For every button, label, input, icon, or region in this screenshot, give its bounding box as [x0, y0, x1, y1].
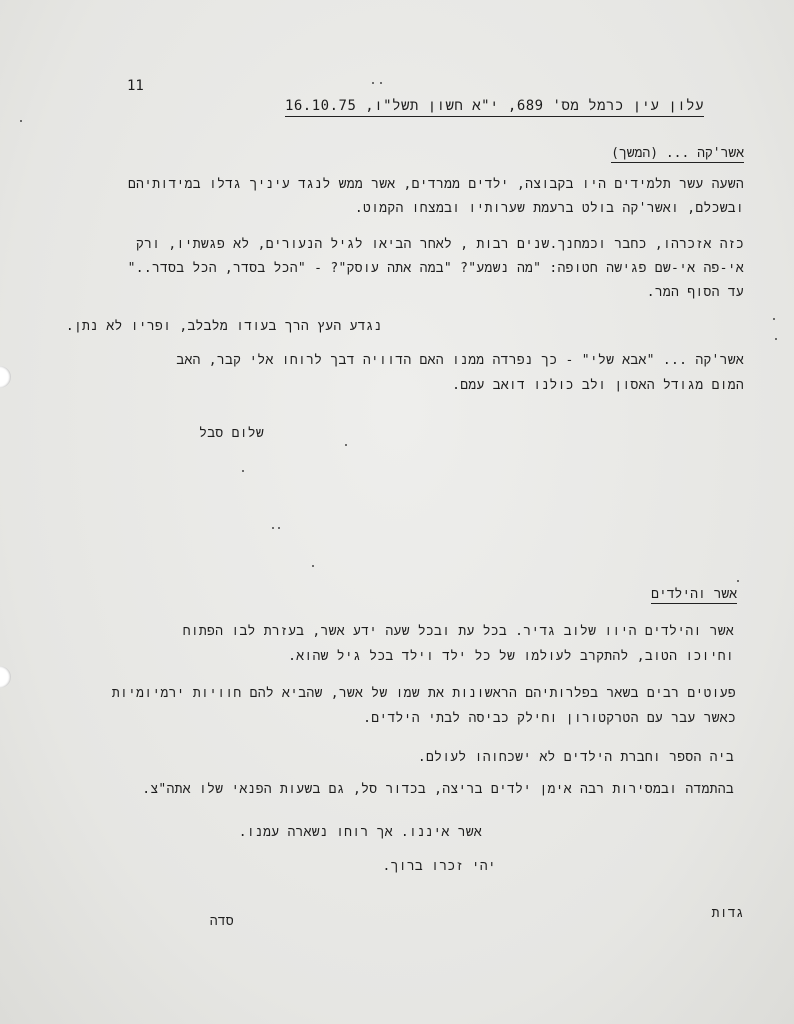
section-title: אשר'קה ... (המשך)	[611, 146, 744, 161]
paragraph-line: כאשר עבר עם הטרקטורון וחילק כביסה לבתי הילדים.	[363, 711, 736, 726]
paper-speck	[312, 565, 314, 567]
paragraph-line: אי-פה אי-שם פגישה חטופה: "מה נשמע"? "במה אתה עוסק"? - "הכל בסדר, הכל בסדר.."	[127, 261, 744, 276]
paper-speck	[20, 120, 22, 122]
paragraph-line: נגדע העץ הרך בעודו מלבלב, ופריו לא נתן.	[65, 319, 382, 334]
paragraph-line: יהי זכרו ברוך.	[382, 859, 496, 874]
paragraph-line: אשר'קה ... "אבא שלי" - כך נפרדה ממנו האם הדוויה דבך לרוחו אלי קבר, האב	[176, 353, 744, 368]
paper-speck	[775, 338, 777, 340]
paper-speck	[737, 580, 739, 582]
paragraph-line: המום מגודל האסון ולב כולנו דואב עמם.	[452, 378, 744, 393]
paragraph-line: אשר איננו. אך רוחו נשארה עמנו.	[238, 825, 482, 840]
signature-location: גדות	[711, 906, 744, 921]
paper-speck	[272, 527, 274, 529]
paragraph-line: ובשכלם, ואשר'קה בולט ברעמת שערותיו ובמצחו הקמוט.	[354, 201, 744, 216]
paper-speck	[773, 318, 775, 320]
paragraph-line: פעוטים רבים בשאר בפלרותיהם הראשונות את שמו של אשר, שהביא להם חוויות ירמיומיות	[111, 686, 736, 701]
signature: שלום סבל	[199, 426, 264, 441]
paper-speck	[345, 444, 347, 446]
section-title: אשר והילדים	[651, 587, 737, 602]
paragraph-line: אשר והילדים היוו שלוב גדיר. בכל עת ובכל שעה ידע אשר, בעזרת לבו הפתוח	[182, 624, 734, 639]
paragraph-line: כזה אזכרהו, כחבר וכמחנך.שנים רבות , לאחר הביאו לגיל הנעורים, לא פגשתיו, ורק	[135, 237, 744, 252]
paragraph-line: השעה עשר תלמידים היו בקבוצה, ילדים ממרדים, אשר ממש לנגד עיניך גדלו במידותיהם	[127, 177, 744, 192]
paper-speck	[278, 527, 280, 529]
paragraph-line: עד הסוף המר.	[646, 285, 744, 300]
newsletter-header: עלון עין כרמל מס' 689, י"א חשון תשל"ו, 16.10.75	[285, 98, 704, 117]
paragraph-line: ביה הספר וחברת הילדים לא ישכחוהו לעולם.	[417, 750, 734, 765]
binder-hole	[0, 366, 11, 388]
paragraph-line: וחיוכו הטוב, להתקרב לעולמו של כל ילד וילד בכל גיל שהוא.	[288, 649, 734, 664]
paper-speck	[242, 470, 244, 472]
page-number: 11	[127, 78, 144, 94]
paper-speck	[380, 82, 382, 84]
paper-speck	[372, 82, 374, 84]
binder-hole	[0, 666, 11, 688]
paragraph-line: בהתמדה ובמסירות רבה אימן ילדים בריצה, בכדור סל, גם בשעות הפנאי שלו אתה"צ.	[142, 782, 734, 797]
signature-location: סדה	[209, 914, 234, 929]
